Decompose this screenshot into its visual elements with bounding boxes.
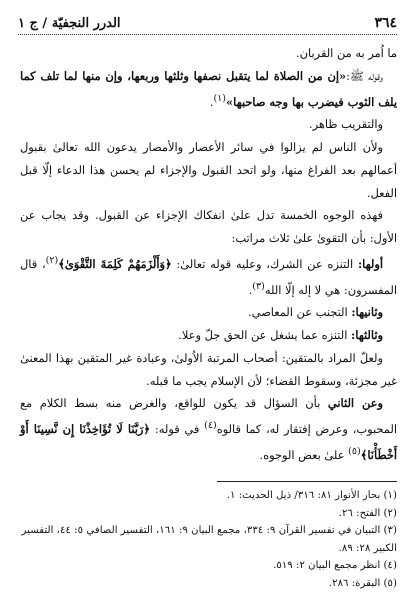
p9-text: ولعلّ المراد بالمتقين: أصحاب المرتبة الاُولىٰ، وعبادة غير المتقين بهذا المعنىٰ غير مجزئة، وسقوط القضاء؛ لأن الإسلام يجب ما قبله. [20, 350, 397, 388]
p10-text-a: بأن السؤال قد يكون للواقع، والغرض منه بسط الكلام مع المحبوب، وعرض إفتقار له، كما قالوه [20, 396, 397, 436]
main-text [20, 42, 397, 462]
footnote-ref-3: (٣) [252, 280, 265, 292]
p1-text: ما اُمر به من القربان. [296, 46, 397, 60]
footnote-ref-5: (٥) [348, 445, 361, 457]
p6-verse: ﴿وَأَلْزَمَهُمْ كَلِمَةَ التَّقْوَىٰ﴾ [58, 256, 172, 271]
paragraph-9 [20, 347, 397, 393]
footnote-1: (١) بحار الأنوار ٨١: ٣١٦/ ذيل الحديث: ١. [226, 490, 397, 501]
p7-text: التجنب عن المعاصي. [247, 305, 348, 320]
paragraph-8 [20, 324, 397, 347]
p2-lead: وقوله ﷺ: [346, 68, 383, 83]
p10-label: وعن الثاني [327, 396, 383, 411]
p6-label: أولها: [357, 256, 384, 271]
footnote-5: (٥) البقرة: ٢٨٦. [328, 577, 397, 589]
p10-text-b: في قوله: [154, 421, 205, 436]
page-number: ٣٦٤ [374, 15, 397, 31]
footnote-divider [217, 481, 397, 482]
p6-end: . [248, 282, 253, 297]
footnote-ref-2: (٢) [45, 254, 59, 266]
paragraph-10 [20, 392, 397, 466]
p3-text: والتقريب ظاهر. [308, 117, 383, 132]
p8-text: التنزه عما يشغل عن الحق جلّ وعلا. [178, 327, 348, 342]
paragraph-6 [20, 250, 397, 301]
header-divider [18, 34, 397, 35]
paragraph-4 [20, 136, 397, 204]
p2-end: . [209, 94, 214, 109]
page-header [18, 12, 397, 34]
p8-label: وثالثها: [351, 327, 383, 342]
paragraph-3 [20, 113, 397, 136]
paragraph-7 [20, 301, 397, 324]
p7-label: وثانيها: [351, 305, 383, 320]
footnote-2: (٢) الفتح: ٢٦. [338, 507, 397, 519]
paragraph-1 [20, 42, 397, 65]
paragraph-5 [20, 204, 397, 250]
paragraph-2 [20, 65, 397, 113]
p6-text-a: التنزه عن الشرك، وعليه قوله تعالىٰ: [176, 256, 354, 271]
p2-hadith: «إن من الصلاة لما يتقبل نصفها وثلثها وربعها، وإن منها لما تلف كما يلف الثوب فيضرب بها وجه صاحبها» [20, 68, 397, 109]
book-title: الدرر النجفيّة / ج ١ [18, 15, 121, 31]
p10-verse: ﴿رَبَّنَا لَا تُؤَاخِذْنَا إِن نَّسِينَا أَوْ أَخْطَأْنَا﴾ [20, 421, 397, 462]
p4-text: ولأن الناس لم يزالوا في سائر الأعصار والأمصار يدعون الله تعالىٰ بقبول أعمالهم بعد الفراغ منها، ولو اتحد القبول والإجزاء لم يحسن هذا الدعاء إلّا قبل الفعل. [20, 139, 397, 200]
footnote-3: (٣) التبيان في تفسير القرآن ٩: ٣٣٤، مجمع البيان ٩: ١٦١، التفسير الصافي ٥: ٤٤، التفسير الكبير ٢٨: ٨٩. [21, 525, 397, 554]
p6-text-b: ، قال المفسرون: هي لا إله إلّا الله [20, 256, 397, 297]
p5-text: فهذه الوجوه الخمسة تدل علىٰ انفكاك الإجزاء عن القبول. وقد يجاب عن الأول: بأن التقوىٰ علىٰ ثلاث مراتب: [20, 208, 397, 246]
footnotes [20, 487, 397, 597]
footnote-4: (٤) انظر مجمع البيان ٢: ٥١٩. [273, 560, 397, 571]
p10-text-c: علىٰ بعض الوجوه. [259, 447, 349, 462]
footnote-ref-4: (٤) [204, 420, 217, 432]
footnote-ref-1: (١) [213, 92, 226, 104]
